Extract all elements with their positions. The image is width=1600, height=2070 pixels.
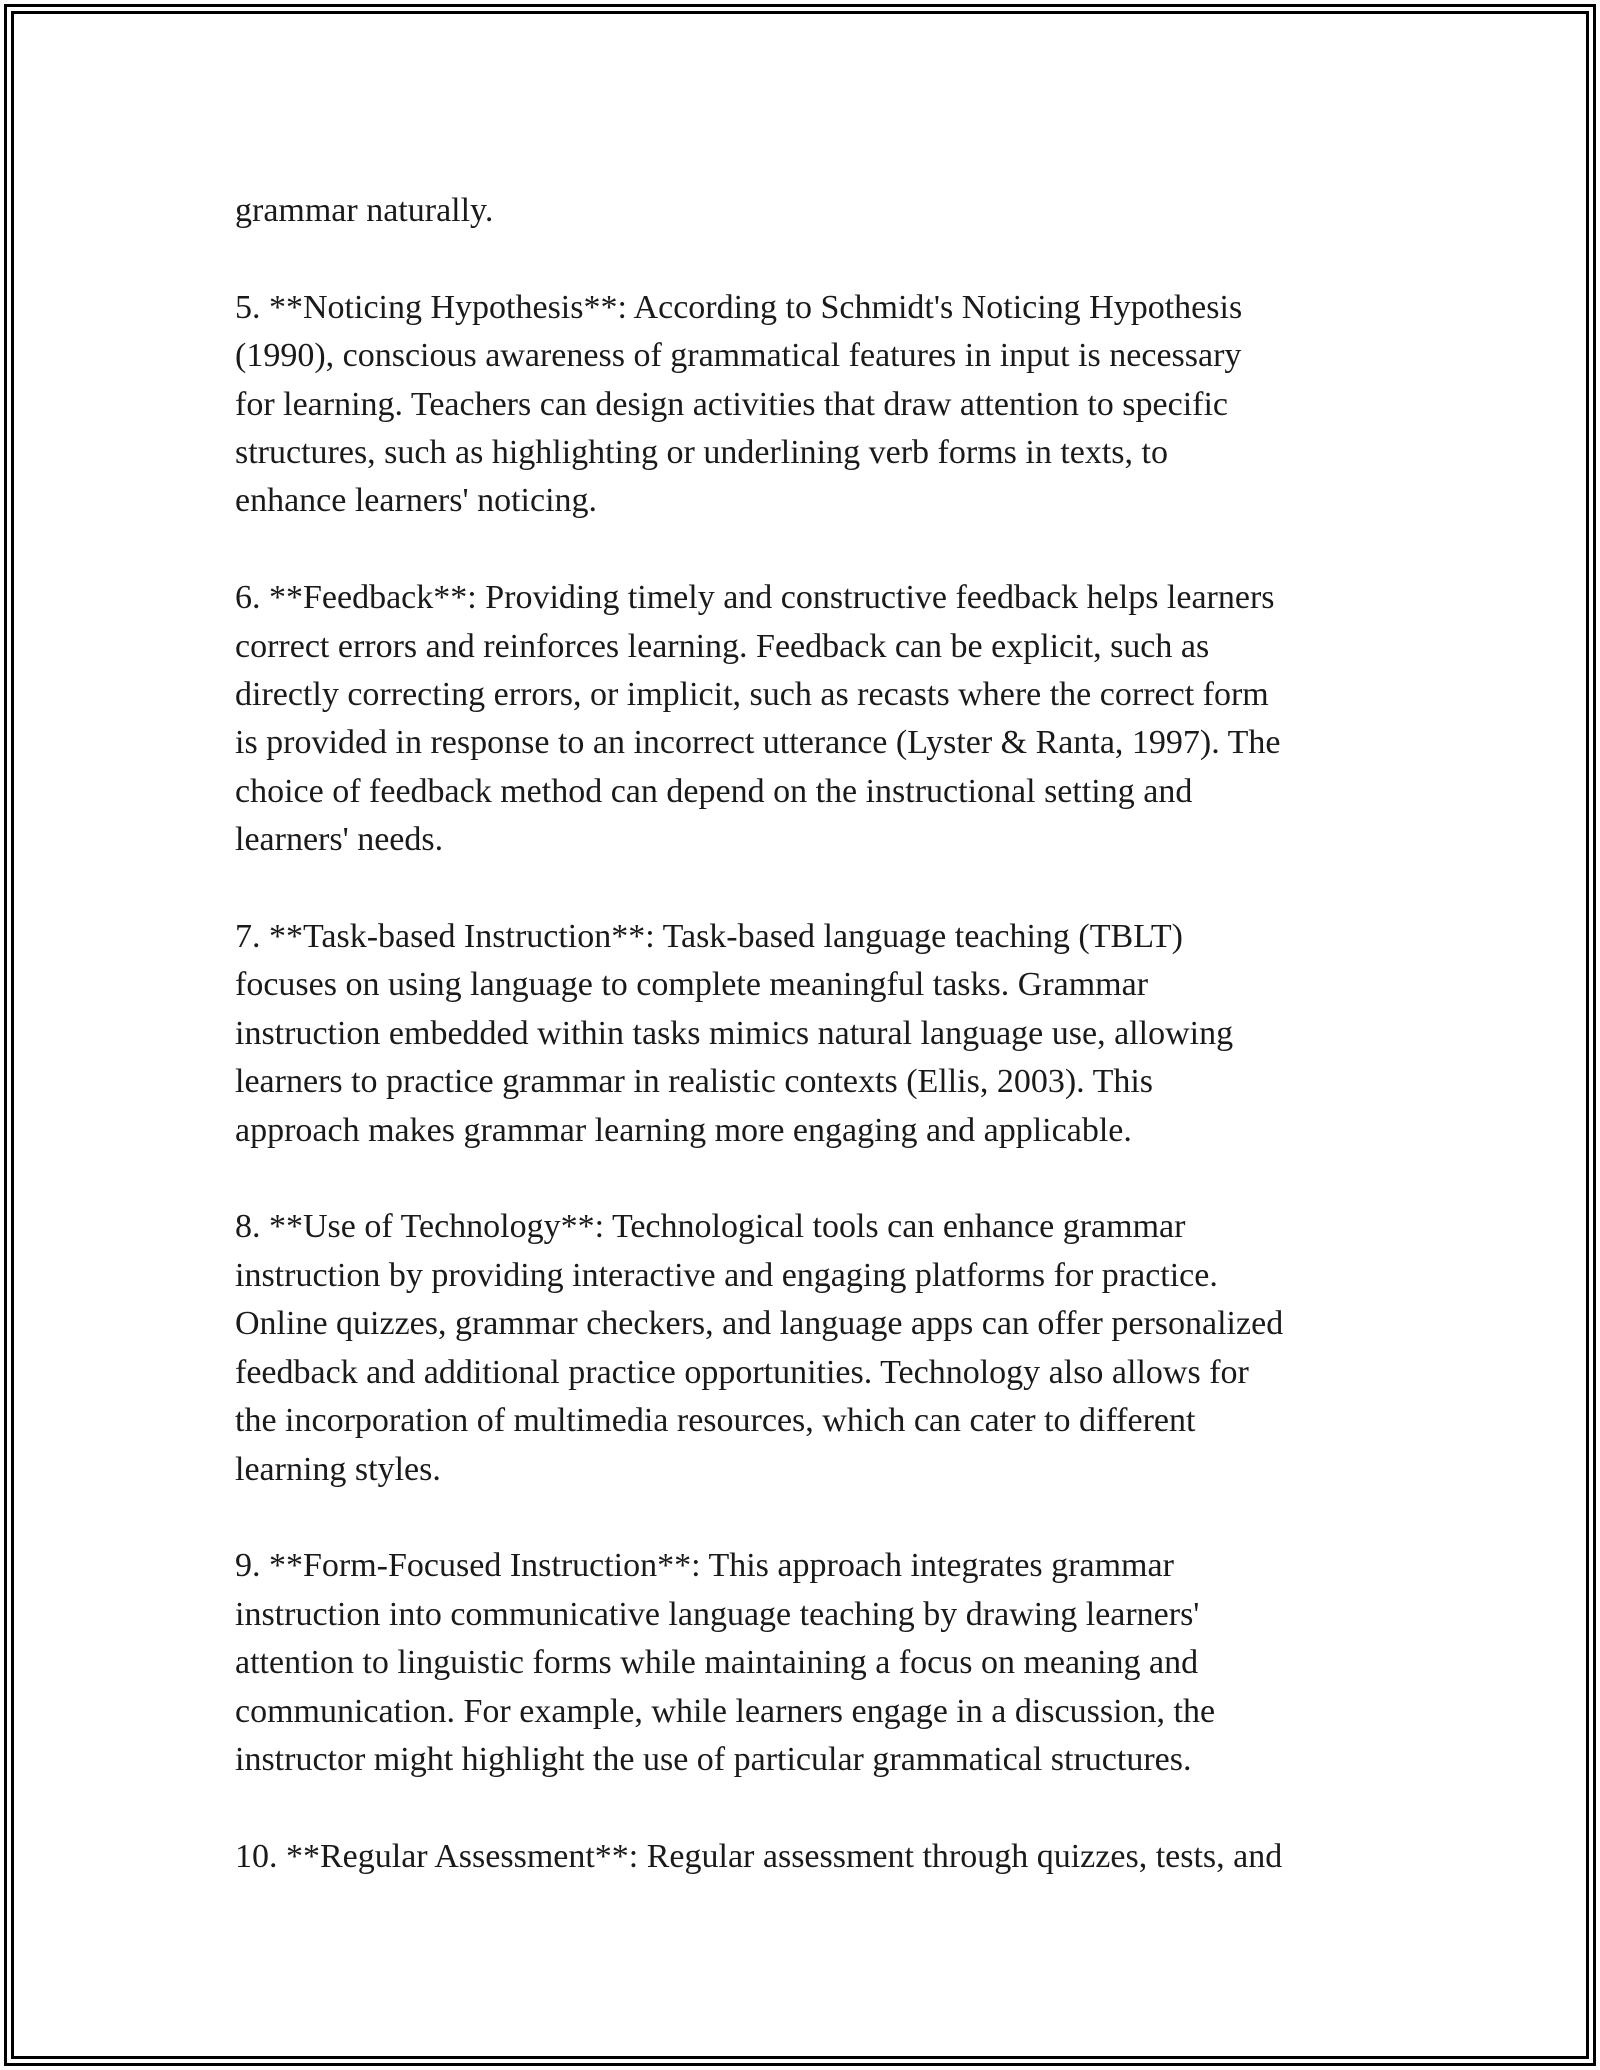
document-body [235,187,1375,1930]
paragraph-use-of-technology: 8. **Use of Technology**: Technological tools can enhance grammar instruction by providing interactive and engaging platforms for practice. Online quizzes, grammar checkers, and language apps can offer personalized feedback and additional practice opportunities. Technology also allows for the incorporation of multimedia resources, which can cater to different learning styles. [235,1208,1284,1488]
paragraph-regular-assessment: 10. **Regular Assessment**: Regular assessment through quizzes, tests, and [235,1837,1283,1875]
paragraph-noticing-hypothesis: 5. **Noticing Hypothesis**: According to Schmidt's Noticing Hypothesis (1990), conscious awareness of grammatical features in input is necessary for learning. Teachers can design activities that draw attention to specific structures, such as highlighting or underlining verb forms in texts, to enhance learners' noticing. [235,288,1243,520]
paragraph-task-based-instruction: 7. **Task-based Instruction**: Task-based language teaching (TBLT) focuses on using language to complete meaningful tasks. Grammar instruction embedded within tasks mimics natural language use, allowing learners to practice grammar in realistic contexts (Ellis, 2003). This approach makes grammar learning more engaging and applicable. [235,918,1234,1149]
paragraph-form-focused-instruction: 9. **Form-Focused Instruction**: This approach integrates grammar instruction into communicative language teaching by drawing learners' attention to linguistic forms while maintaining a focus on meaning and communication. For example, while learners engage in a discussion, the instructor might highlight the use of particular grammatical structures. [235,1547,1216,1778]
paragraph-feedback: 6. **Feedback**: Providing timely and constructive feedback helps learners correct errors and reinforces learning. Feedback can be explicit, such as directly correcting errors, or implicit, such as recasts where the correct form is provided in response to an incorrect utterance (Lyster & Ranta, 1997). The choice of feedback method can depend on the instructional setting and learners' needs. [235,579,1281,859]
paragraph-continuation: grammar naturally. [235,192,494,229]
